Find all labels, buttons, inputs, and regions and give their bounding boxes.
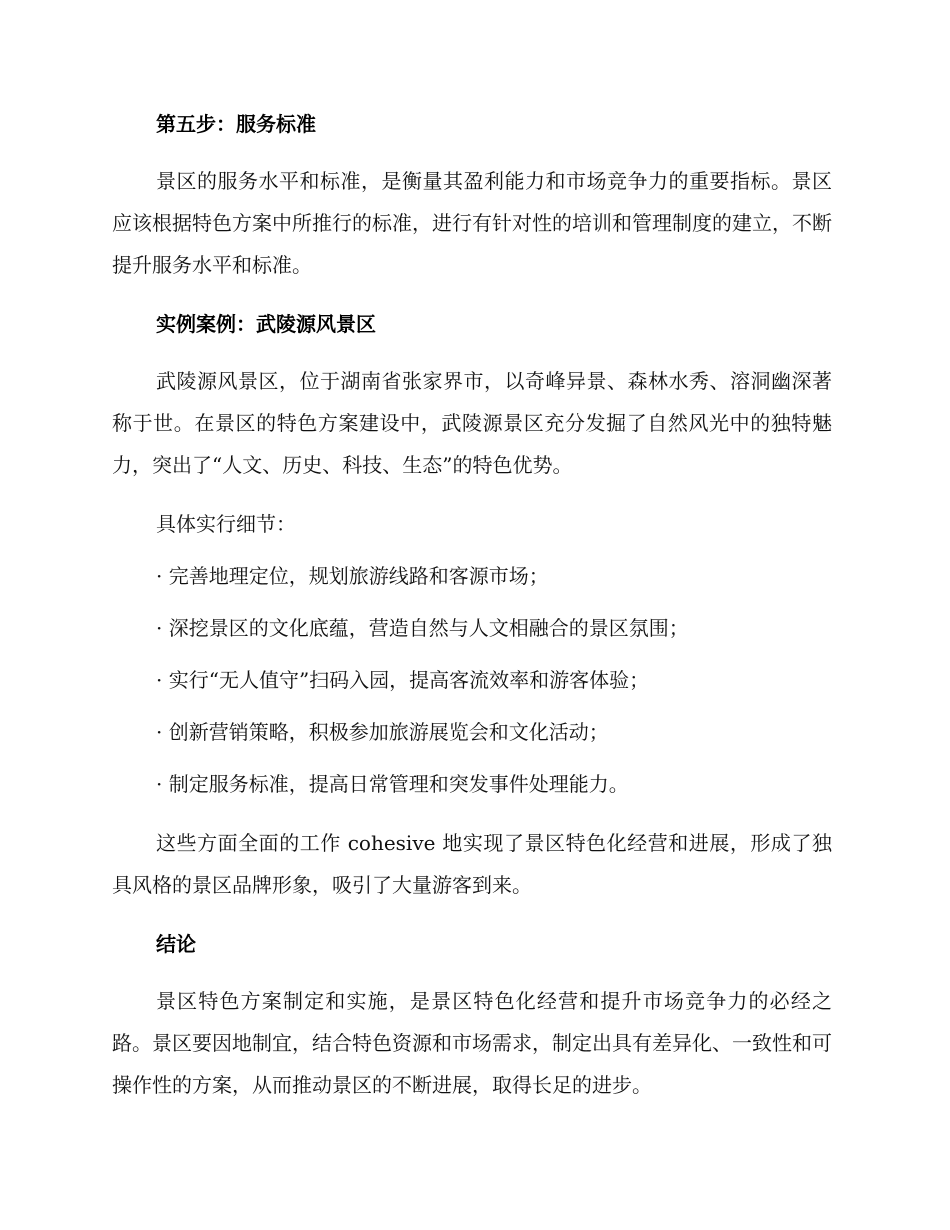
heading-case-study: 实例案例：武陵源风景区 [156, 312, 376, 336]
list-item: · 创新营销策略，积极参加旅游展览会和文化活动； [156, 720, 609, 744]
list-item: · 完善地理定位，规划旅游线路和客源市场； [156, 564, 549, 588]
list-item: · 深挖景区的文化底蕴，营造自然与人文相融合的景区氛围； [156, 616, 689, 640]
heading-conclusion: 结论 [156, 932, 196, 956]
paragraph-service-standard: 景区的服务水平和标准，是衡量其盈利能力和市场竞争力的重要指标。景区应该根据特色方案中所推行的标准，进行有针对性的培训和管理制度的建立，不断提升服务水平和标准。 [112, 169, 832, 277]
document-body [112, 108, 832, 1106]
list-item: · 实行“无人值守”扫码入园，提高客流效率和游客体验； [156, 668, 650, 692]
paragraph-case-study: 武陵源风景区，位于湖南省张家界市，以奇峰异景、森林水秀、溶洞幽深著称于世。在景区的特色方案建设中，武陵源景区充分发掘了自然风光中的独特魅力，突出了“人文、历史、科技、生态”的特色优势。 [112, 369, 832, 477]
heading-step-five: 第五步：服务标准 [156, 112, 316, 136]
details-label: 具体实行细节： [156, 512, 296, 536]
paragraph-summary: 这些方面全面的工作 cohesive 地实现了景区特色化经营和进展，形成了独具风格的景区品牌形象，吸引了大量游客到来。 [112, 831, 832, 897]
list-item: · 制定服务标准，提高日常管理和突发事件处理能力。 [156, 772, 629, 796]
paragraph-conclusion: 景区特色方案制定和实施，是景区特色化经营和提升市场竞争力的必经之路。景区要因地制宜，结合特色资源和市场需求，制定出具有差异化、一致性和可操作性的方案，从而推动景区的不断进展，取得长足的进步。 [112, 989, 832, 1097]
